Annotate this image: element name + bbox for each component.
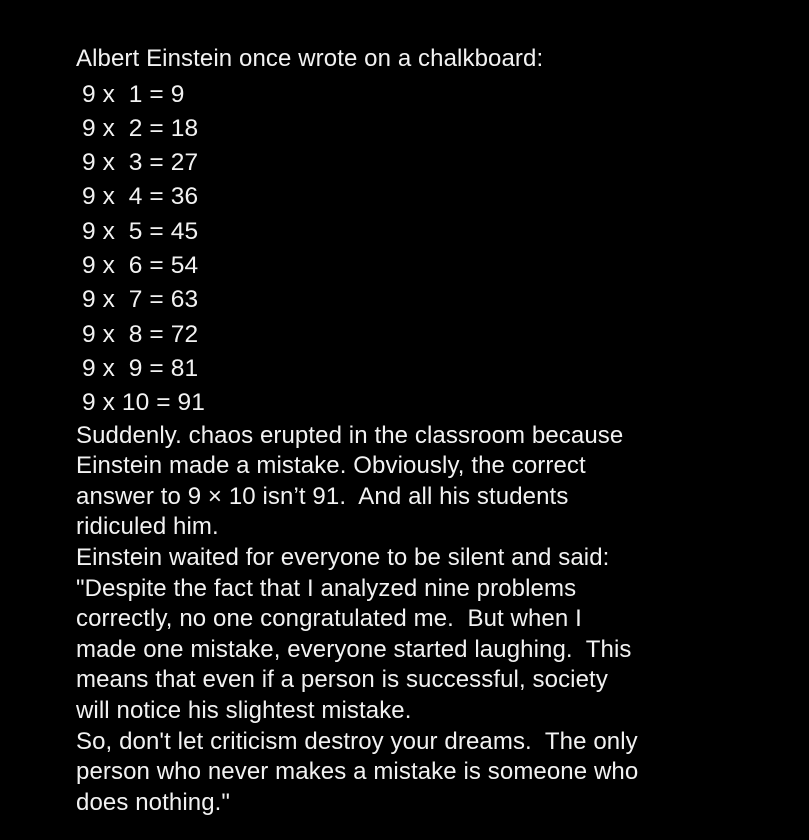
paragraph-line: does nothing." <box>76 788 231 816</box>
equation-line: 9 x 10 = 91 <box>82 389 206 417</box>
paragraph-line: Einstein waited for everyone to be silent and said: <box>76 543 610 571</box>
paragraph-quote <box>76 543 776 727</box>
equation-line: 9 x 1 = 9 <box>82 80 185 108</box>
equation-list <box>76 78 776 421</box>
equation-line: 9 x 8 = 72 <box>82 320 199 348</box>
equation-line: 9 x 3 = 27 <box>82 149 199 177</box>
equation-line: 9 x 5 = 45 <box>82 217 199 245</box>
equation-line: 9 x 9 = 81 <box>82 354 199 382</box>
paragraph-line: means that even if a person is successful, society <box>76 666 608 694</box>
equation-line: 9 x 4 = 36 <box>82 183 199 211</box>
paragraph-line: Einstein made a mistake. Obviously, the correct <box>76 452 586 480</box>
paragraph-line: So, don't let criticism destroy your dreams. The only <box>76 727 638 755</box>
paragraph-line: "Despite the fact that I analyzed nine problems <box>76 574 577 602</box>
paragraph-line: person who never makes a mistake is someone who <box>76 758 639 786</box>
paragraph-line: Suddenly. chaos erupted in the classroom because <box>76 421 624 449</box>
equation-line: 9 x 2 = 18 <box>82 114 199 142</box>
post-text <box>76 44 776 818</box>
intro-line: Albert Einstein once wrote on a chalkboard: <box>76 45 544 72</box>
paragraph-line: will notice his slightest mistake. <box>76 696 412 724</box>
paragraph-line: answer to 9 × 10 isn’t 91. And all his students <box>76 482 569 510</box>
equation-line: 9 x 6 = 54 <box>82 252 199 280</box>
paragraph-line: made one mistake, everyone started laughing. This <box>76 635 632 663</box>
paragraph-conclusion <box>76 727 776 819</box>
equation-line: 9 x 7 = 63 <box>82 286 199 314</box>
paragraph-line: correctly, no one congratulated me. But when I <box>76 605 582 633</box>
paragraph-line: ridiculed him. <box>76 513 219 541</box>
paragraph-mistake <box>76 421 776 543</box>
